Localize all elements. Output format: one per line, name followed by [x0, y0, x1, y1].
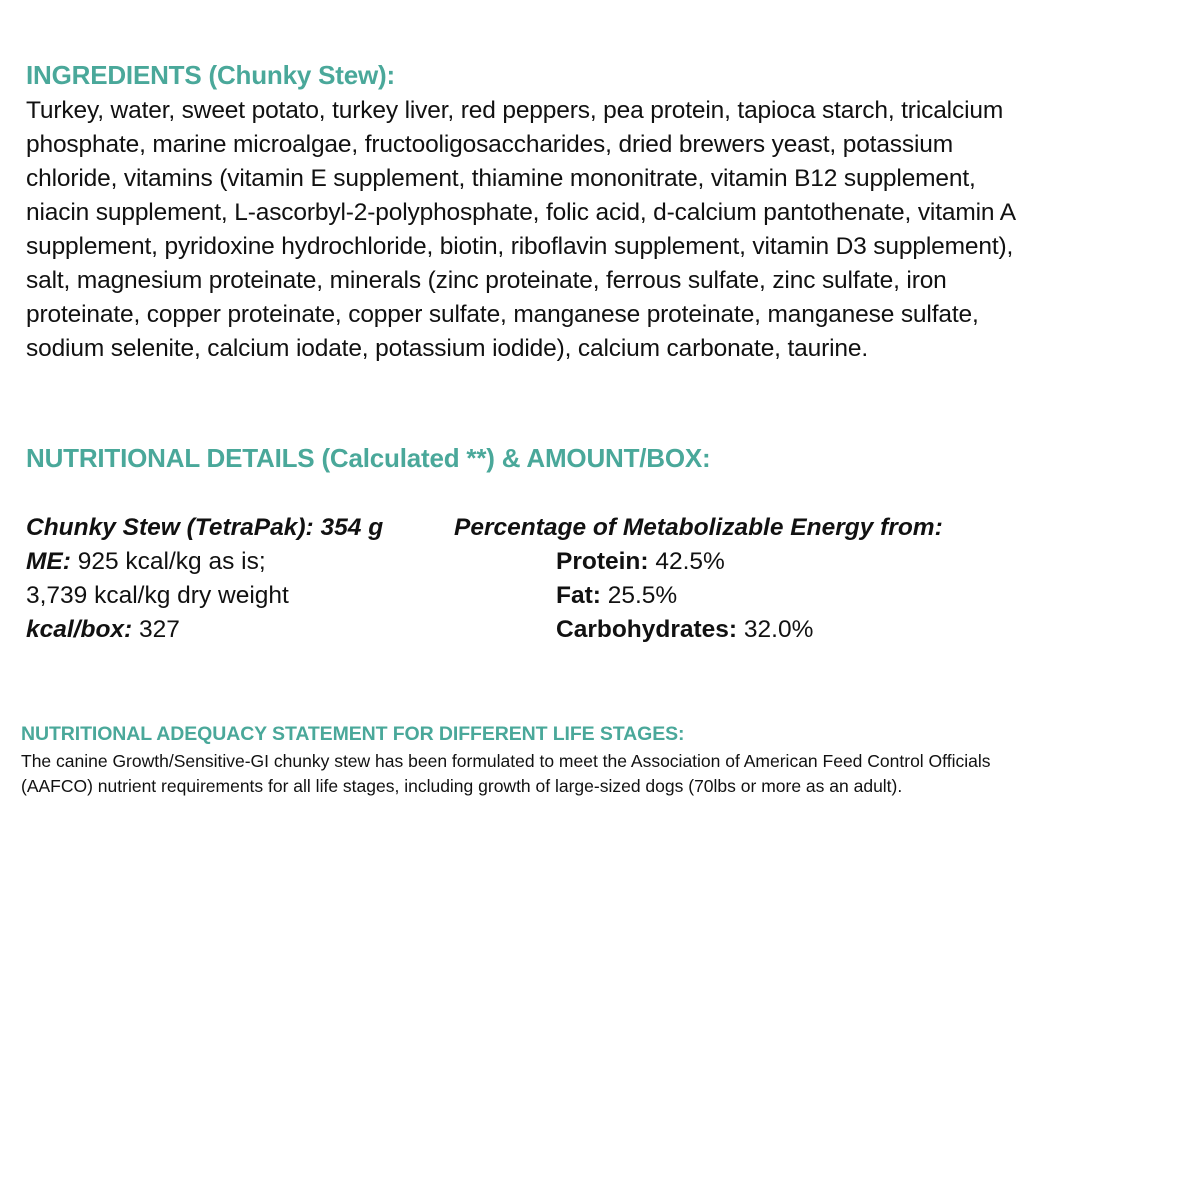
me-value: 925 kcal/kg as is;	[70, 548, 266, 575]
nutrition-summary	[26, 511, 383, 647]
kcal-box-label: kcal/box:	[26, 616, 133, 643]
adequacy-statement	[21, 749, 1191, 799]
adequacy-heading: NUTRITIONAL ADEQUACY STATEMENT FOR DIFFERENT LIFE STAGES:	[21, 723, 685, 745]
me-row	[26, 545, 383, 579]
adequacy-line: (AAFCO) nutrient requirements for all life stages, including growth of large-sized dogs (70lbs or more as an adult).	[21, 776, 903, 796]
energy-value: 25.5%	[600, 582, 678, 609]
energy-value: 42.5%	[648, 548, 725, 575]
kcal-box-row	[26, 613, 383, 647]
ingredients-heading: INGREDIENTS (Chunky Stew):	[26, 60, 395, 90]
me-label: ME:	[26, 548, 71, 575]
energy-row-fat	[556, 579, 813, 613]
kcal-box-value: 327	[132, 616, 180, 643]
energy-label: Protein:	[556, 548, 649, 575]
ingredients-line: phosphate, marine microalgae, fructooligosaccharides, dried brewers yeast, potassium	[26, 131, 954, 158]
energy-value: 32.0%	[737, 616, 814, 643]
energy-label: Fat:	[556, 582, 601, 609]
ingredients-line: proteinate, copper proteinate, copper sulfate, manganese proteinate, manganese sulfate,	[26, 301, 979, 328]
ingredients-line: chloride, vitamins (vitamin E supplement, thiamine mononitrate, vitamin B12 supplement,	[26, 165, 976, 192]
energy-row-carbohydrates	[556, 613, 813, 647]
adequacy-line: The canine Growth/Sensitive-GI chunky stew has been formulated to meet the Association of American Feed Control Officials	[21, 751, 991, 771]
energy-breakdown	[556, 545, 813, 647]
nutrition-heading: NUTRITIONAL DETAILS (Calculated **) & AMOUNT/BOX:	[26, 443, 711, 473]
ingredients-line: niacin supplement, L-ascorbyl-2-polyphosphate, folic acid, d-calcium pantothenate, vitamin A	[26, 199, 1016, 226]
ingredients-line: supplement, pyridoxine hydrochloride, biotin, riboflavin supplement, vitamin D3 supplement),	[26, 233, 1014, 260]
energy-label: Carbohydrates:	[556, 616, 738, 643]
package-size: Chunky Stew (TetraPak): 354 g	[26, 514, 384, 541]
energy-row-protein	[556, 545, 813, 579]
ingredients-line: sodium selenite, calcium iodate, potassium iodide), calcium carbonate, taurine.	[26, 335, 869, 362]
me-dry-weight: 3,739 kcal/kg dry weight	[26, 582, 289, 609]
ingredients-list	[26, 94, 1186, 366]
ingredients-line: Turkey, water, sweet potato, turkey liver, red peppers, pea protein, tapioca starch, tricalcium	[26, 97, 1004, 124]
ingredients-line: salt, magnesium proteinate, minerals (zinc proteinate, ferrous sulfate, zinc sulfate, iron	[26, 267, 947, 294]
energy-breakdown-heading: Percentage of Metabolizable Energy from:	[454, 514, 943, 541]
